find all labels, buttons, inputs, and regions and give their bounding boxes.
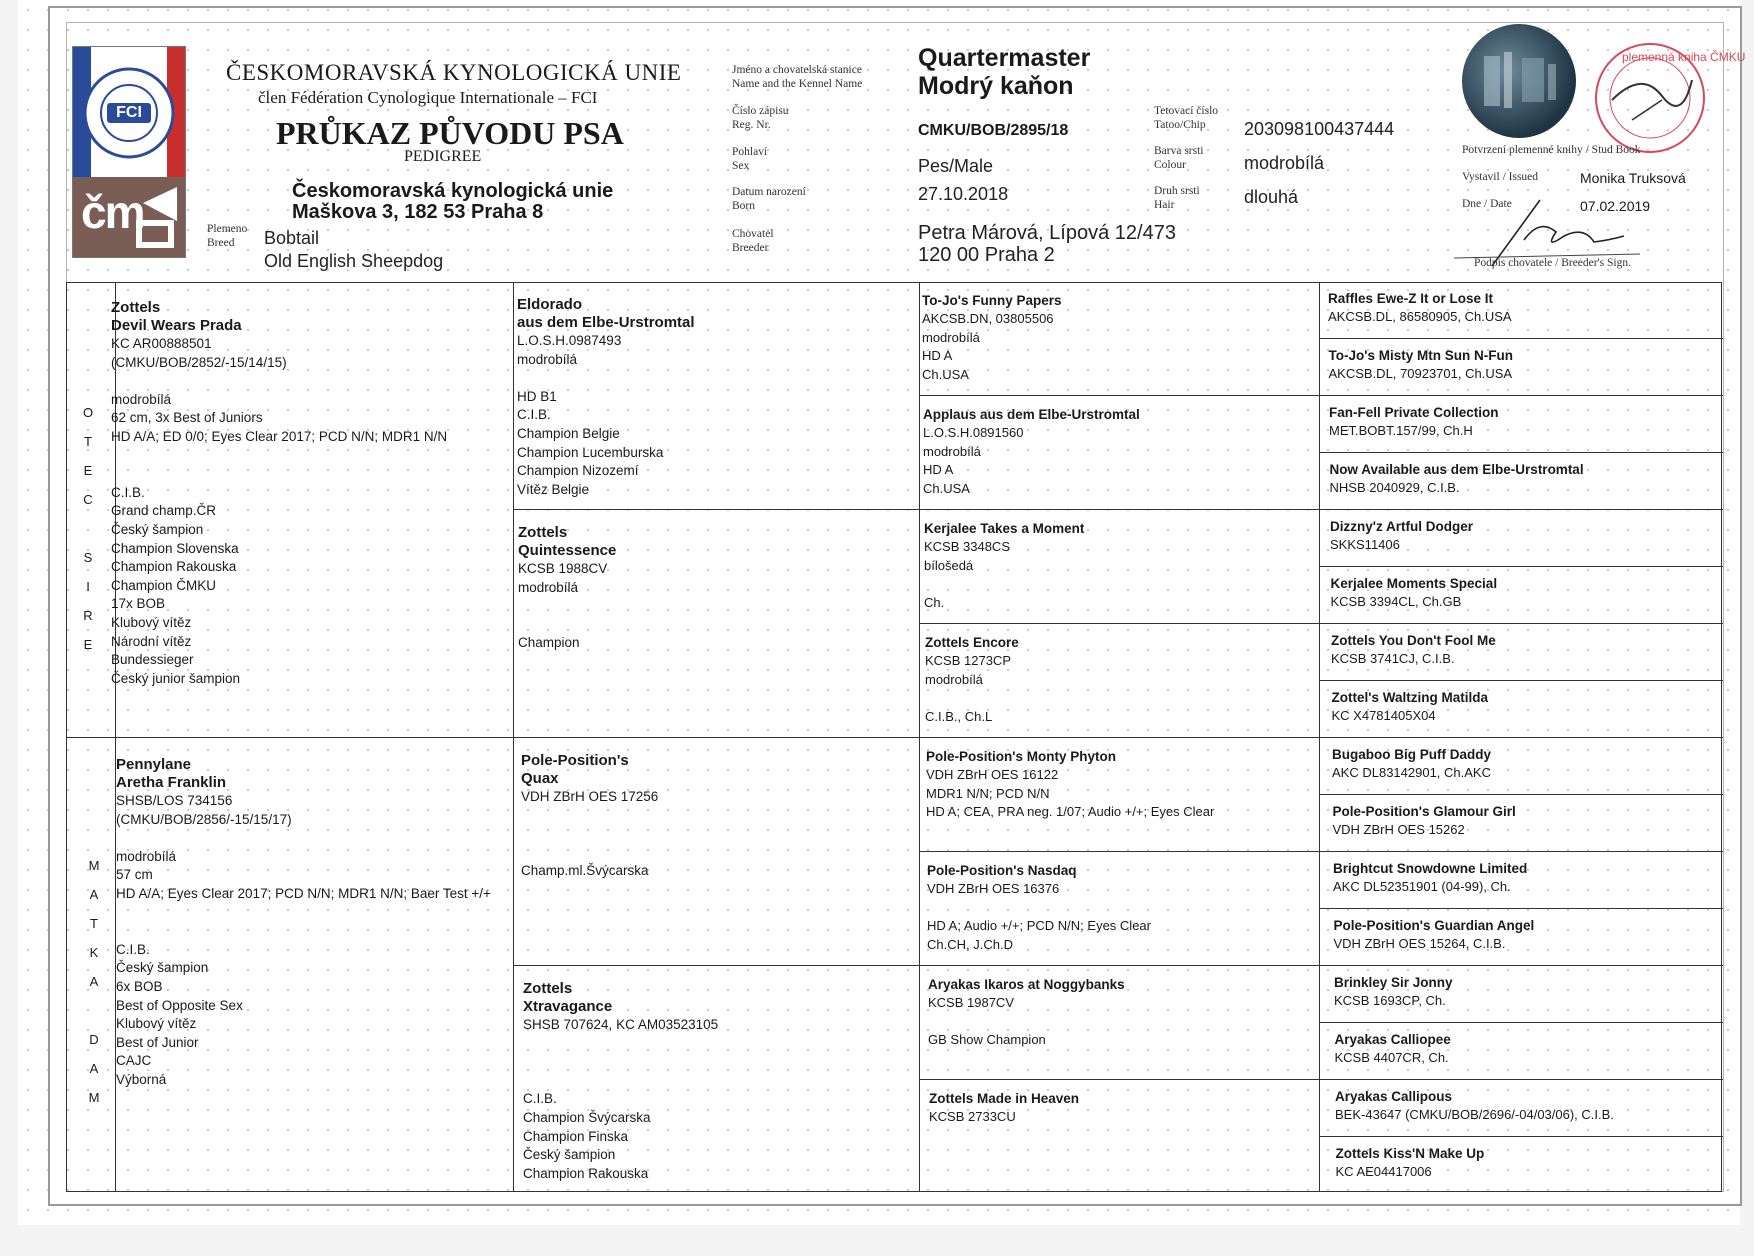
gen2-detail [518,616,908,635]
gen4-cell [1335,1088,1715,1125]
gen3-detail: HD A; Audio +/+; PCD N/N; Eyes Clear [927,918,1151,934]
dam-detail: Český šampion [116,960,209,976]
gen4-cell [1330,518,1710,555]
dam-detail: C.I.B. [116,941,150,957]
gen2-name-2: aus dem Elbe-Urstromtal [517,314,695,331]
gen3-detail: Ch.USA [923,480,970,496]
sire-cell [111,299,501,688]
gen3-cell-5 [926,748,1326,822]
gen3-detail: Ch. [924,594,945,610]
sire-detail: Český šampion [111,521,204,537]
sire-name-2: Devil Wears Prada [111,317,242,334]
gen4-detail: KCSB 1693CP, Ch. [1334,993,1446,1008]
gen2-name: Zottels [523,980,573,997]
gen4-detail: VDH ZBrH OES 15262 [1332,822,1465,837]
side-letter: M [88,858,100,873]
sire-detail: Grand champ.ČR [111,503,217,519]
dam-detail [116,904,506,923]
gen2-name: Eldorado [517,296,583,313]
side-letter: T [90,916,98,931]
gen2-detail: SHSB 707624, KC AM03523105 [523,1017,719,1032]
gen2-detail: KCSB 1988CV [518,561,608,576]
gen4-name: Pole-Position's Guardian Angel [1333,918,1535,933]
dam-detail [116,829,506,848]
sire-detail [111,465,501,484]
gen3-detail: KCSB 1273CP [925,653,1011,668]
born-label: Datum narození Born [732,186,806,212]
sire-side-label [80,398,96,659]
side-letter [80,514,96,543]
gen4-cell [1332,746,1712,783]
side-letter: I [86,579,90,594]
gen3-cell-6 [927,862,1327,954]
gen4-name: Kerjalee Moments Special [1330,576,1498,591]
dam-side-label [86,851,102,1112]
gen2-detail [521,807,911,826]
gen4-cell [1334,917,1714,954]
gen3-cell-2 [923,406,1323,498]
gen2-detail: VDH ZBrH OES 17256 [521,789,659,804]
dam-cell [116,756,506,1090]
sire-detail: Národní vítěz [111,633,192,649]
gen2-cell-4 [523,980,913,1183]
gen2-name-2: Quax [521,770,559,787]
gen3-detail [928,1013,1328,1032]
fci-membership: člen Fédération Cynologique Internationale – FCI [258,88,598,107]
gen4-name: Bugaboo Big Puff Daddy [1332,747,1491,762]
gen3-detail [927,899,1327,918]
gen3-detail [925,689,1325,708]
side-letter: C [83,492,93,507]
sire-detail: Klubový vítěz [111,614,192,630]
sire-detail [111,372,501,391]
sire-detail: Champion ČMKU [111,577,217,593]
sire-detail: 17x BOB [111,596,166,612]
gen2-cell-3 [521,752,911,881]
side-letter: M [88,1090,100,1105]
dam-detail: Klubový vítěz [116,1016,197,1032]
born-value: 27.10.2018 [918,184,1009,204]
gen4-cell [1330,461,1710,498]
gen4-cell [1329,404,1709,441]
gen4-name: Zottels You Don't Fool Me [1331,633,1496,648]
gen4-name: Aryakas Callipous [1335,1089,1453,1104]
chip-label: Tetovací číslo Tatoo/Chip [1154,105,1219,131]
gen3-name: Kerjalee Takes a Moment [924,521,1085,536]
gen3-detail: HD A [922,348,953,364]
gen4-name: Now Available aus dem Elbe-Urstromtal [1329,462,1584,477]
gen4-detail: AKC DL52351901 (04-99), Ch. [1333,879,1511,894]
dam-detail [116,922,506,941]
dam-detail: SHSB/LOS 734156 [116,793,233,808]
gen3-name: Pole-Position's Nasdaq [927,863,1077,878]
side-letter: A [89,974,99,989]
gen3-detail: modrobílá [925,671,983,687]
dam-detail: 57 cm [116,867,153,883]
date-label: Dne / Date [1462,198,1512,210]
gen3-cell-8 [929,1090,1329,1127]
date-value: 07.02.2019 [1580,198,1651,214]
hologram-seal [1462,24,1576,138]
gen4-detail: KCSB 3394CL, Ch.GB [1330,594,1462,609]
gen4-detail: SKKS11406 [1330,537,1400,552]
hair-value: dlouhá [1244,187,1299,207]
gen2-detail: Champion Švýcarska [523,1109,651,1125]
sire-detail: modrobílá [111,391,172,407]
gen4-cell [1332,689,1712,726]
side-letter [86,996,102,1025]
gen4-detail: AKCSB.DL, 86580905, Ch.USA [1328,309,1512,324]
gen3-detail: L.O.S.H.0891560 [923,425,1024,440]
dam-detail: Best of Junior [116,1034,199,1050]
breeder-value: Petra Márová, Lípová 12/473 [918,222,1176,244]
side-letter: T [84,434,92,449]
gen4-cell [1328,290,1708,327]
gen3-name: Aryakas Ikaros at Noggybanks [928,977,1125,992]
dam-name-2: Aretha Franklin [116,774,227,791]
org-address: Maškova 3, 182 53 Praha 8 [292,201,544,223]
stud-book-label: Potvrzení plemenné knihy / Stud Book [1462,144,1641,156]
dam-detail: Best of Opposite Sex [116,997,243,1013]
dam-detail: (CMKU/BOB/2856/-15/15/17) [116,811,292,827]
gen4-detail: VDH ZBrH OES 15264, C.I.B. [1333,936,1506,951]
fci-cmku-logo [72,46,186,258]
breeder-sign-label: Podpis chovatele / Breeder's Sign. [1474,257,1631,269]
kennel-name: Modrý kaňon [918,72,1074,100]
gen2-detail: Champion Rakouska [523,1165,649,1181]
gen4-cell [1335,1031,1715,1068]
gen2-detail: Champ.ml.Švýcarska [521,863,649,879]
gen3-name: Zottels Made in Heaven [929,1091,1080,1106]
sire-detail: Champion Rakouska [111,559,237,575]
breed-label: Plemeno Breed [207,223,248,249]
gen4-name: Zottels Kiss'N Make Up [1335,1146,1485,1161]
sire-detail: 62 cm, 3x Best of Juniors [111,410,263,426]
gen2-detail: Vítěz Belgie [517,481,590,497]
dam-name: Pennylane [116,756,192,773]
gen4-cell [1333,860,1713,897]
side-letter: A [89,1061,99,1076]
side-letter: E [83,637,93,652]
gen3-detail: modrobílá [923,443,981,459]
gen4-cell [1334,974,1714,1011]
gen2-detail: Champion [518,635,580,651]
gen2-detail [523,1035,913,1054]
gen4-cell [1336,1145,1716,1182]
gen3-detail: HD A; CEA, PRA neg. 1/07; Audio +/+; Eyes Clear [926,804,1215,820]
gen3-name: Zottels Encore [925,635,1019,650]
gen2-detail [523,1053,913,1072]
gen4-detail: KC AE04417006 [1335,1164,1432,1179]
chip-value: 203098100437444 [1244,119,1395,139]
gen3-detail: modrobílá [922,329,980,345]
gen4-cell [1333,803,1713,840]
dog-name: Quartermaster [918,44,1091,72]
gen4-detail: KC X4781405X04 [1331,708,1436,723]
side-letter: A [89,887,99,902]
gen2-detail: Champion Belgie [517,425,620,441]
gen3-detail: Ch.USA [922,366,969,382]
sire-detail: (CMKU/BOB/2852/-15/14/15) [111,354,287,370]
gen3-cell-4 [925,634,1325,726]
gen2-detail [518,597,908,616]
gen3-cell-7 [928,976,1328,1050]
gen4-detail: AKC DL83142901, Ch.AKC [1332,765,1491,780]
gen4-cell [1331,575,1711,612]
sire-detail: Champion Slovenska [111,540,239,556]
gen4-name: Aryakas Calliopee [1334,1032,1451,1047]
side-letter: S [83,550,93,565]
gen2-detail: C.I.B. [523,1091,557,1107]
gen4-cell [1329,347,1709,384]
breeder-label: Chovatel Breeder [732,228,774,254]
issued-value: Monika Truksová [1580,170,1686,186]
dam-detail: 6x BOB [116,978,163,994]
gen2-name-2: Quintessence [518,542,617,559]
gen2-name-2: Xtravagance [523,998,613,1015]
sire-detail [111,447,501,466]
gen4-name: Zottel's Waltzing Matilda [1331,690,1488,705]
gen3-detail: VDH ZBrH OES 16376 [927,881,1060,896]
dam-detail: HD A/A; Eyes Clear 2017; PCD N/N; MDR1 N/N; Baer Test +/+ [116,885,491,901]
sex-label: Pohlaví Sex [732,146,768,172]
gen4-name: Brinkley Sir Jonny [1334,975,1453,990]
gen2-name: Pole-Position's [521,752,629,769]
sire-detail: KC AR00888501 [111,336,212,351]
org-name-secondary: Českomoravská kynologická unie [292,180,614,202]
gen2-detail: modrobílá [517,351,578,367]
colour-value: modrobílá [1244,153,1325,173]
gen3-detail [924,575,1324,594]
colour-label: Barva srsti Colour [1154,145,1204,171]
dam-detail: Výborná [116,1071,167,1087]
gen3-detail: MDR1 N/N; PCD N/N [926,785,1050,801]
hair-label: Druh srsti Hair [1154,185,1200,211]
gen2-detail: Champion Finska [523,1128,629,1144]
gen2-cell-2 [518,524,908,653]
gen3-detail: KCSB 1987CV [928,995,1014,1010]
dam-detail: CAJC [116,1053,152,1069]
gen3-detail: KCSB 3348CS [924,539,1010,554]
issued-label: Vystavil / Issued [1462,171,1539,183]
breeder-address: 120 00 Praha 2 [918,244,1055,266]
gen2-detail: Champion Lucemburska [517,444,664,460]
gen4-name: To-Jo's Misty Mtn Sun N-Fun [1328,348,1513,363]
side-letter: D [89,1032,99,1047]
fci-logo-text: FCI [116,104,142,121]
sire-detail: Bundessieger [111,652,194,668]
gen3-detail: VDH ZBrH OES 16122 [926,767,1059,782]
cmku-logo-text: čm [81,186,144,238]
stamp-text: plemenná kniha ČMKU [1622,50,1746,64]
gen3-detail: HD A [923,462,954,478]
gen2-name: Zottels [518,524,568,541]
gen3-detail: Ch.CH, J.Ch.D [927,936,1013,952]
sex-value: Pes/Male [918,156,994,176]
gen3-detail: bílošedá [924,557,974,573]
gen3-name: Pole-Position's Monty Phyton [926,749,1116,764]
breed-value: Bobtail [264,228,320,248]
gen4-detail: NHSB 2040929, C.I.B. [1329,480,1460,495]
gen2-detail [523,1072,913,1091]
side-letter: O [82,405,94,420]
gen3-cell-1 [922,292,1322,384]
gen2-cell-1 [517,296,907,499]
gen4-detail: AKCSB.DL, 70923701, Ch.USA [1328,366,1513,381]
gen4-cell [1331,632,1711,669]
side-letter: K [89,945,99,960]
gen4-name: Fan-Fell Private Collection [1329,405,1499,420]
gen2-detail: L.O.S.H.0987493 [517,333,622,348]
gen4-detail: KCSB 4407CR, Ch. [1334,1050,1449,1065]
gen2-detail: modrobílá [518,579,579,595]
side-letter: R [83,608,93,623]
gen4-name: Dizzny'z Artful Dodger [1330,519,1473,534]
reg-number: CMKU/BOB/2895/18 [918,122,1069,139]
sire-detail: C.I.B. [111,484,145,500]
gen4-detail: BEK-43647 (CMKU/BOB/2696/-04/03/06), C.I.B. [1335,1107,1614,1122]
gen2-detail: C.I.B. [517,407,551,423]
gen4-detail: MET.BOBT.157/99, Ch.H [1329,423,1473,438]
reg-label: Číslo zápisu Reg. Nr. [732,105,789,131]
gen2-detail [521,844,911,863]
gen2-detail: Champion Nizozemí [517,463,639,479]
gen3-name: Applaus aus dem Elbe-Urstromtal [923,407,1140,422]
sire-name: Zottels [111,299,161,316]
gen4-name: Raffles Ewe-Z It or Lose It [1328,291,1494,306]
gen3-cell-3 [924,520,1324,612]
gen3-detail: KCSB 2733CU [929,1109,1016,1124]
gen2-detail [517,369,907,388]
sire-detail: HD A/A; ED 0/0; Eyes Clear 2017; PCD N/N; MDR1 N/N [111,428,448,444]
gen4-detail: KCSB 3741CJ, C.I.B. [1331,651,1455,666]
org-name: ČESKOMORAVSKÁ KYNOLOGICKÁ UNIE [226,60,682,85]
gen3-name: To-Jo's Funny Papers [922,293,1062,308]
side-letter: E [83,463,93,478]
gen4-name: Brightcut Snowdowne Limited [1333,861,1528,876]
dam-detail: modrobílá [116,848,177,864]
sire-detail: Český junior šampion [111,670,241,686]
gen4-name: Pole-Position's Glamour Girl [1332,804,1516,819]
name-label: Jméno a chovatelská stanice Name and the Kennel Name [732,64,863,90]
gen3-detail: AKCSB.DN, 03805506 [922,311,1054,326]
gen2-detail [521,825,911,844]
document-subtitle: PEDIGREE [404,148,482,165]
gen2-detail: HD B1 [517,388,557,404]
gen3-detail: C.I.B., Ch.L [925,708,993,724]
document-title: PRŮKAZ PŮVODU PSA [276,115,624,151]
gen2-detail: Český šampion [523,1147,616,1163]
gen3-detail: GB Show Champion [928,1032,1046,1048]
breed-value-en: Old English Sheepdog [264,251,444,271]
